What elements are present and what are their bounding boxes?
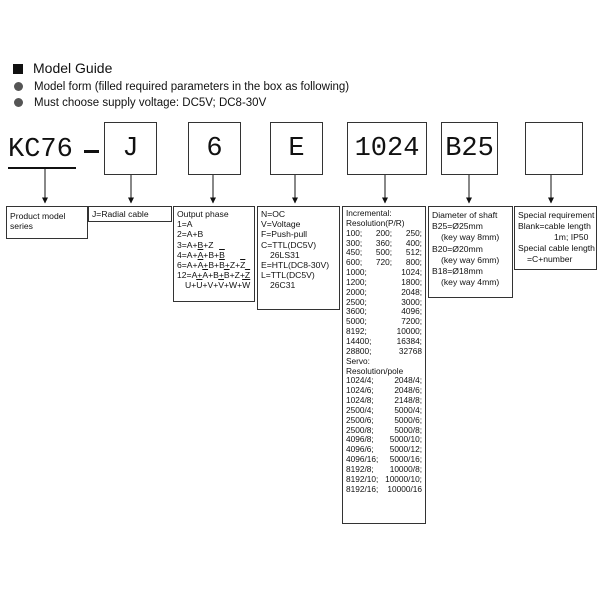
resolution-value: 10000/16 [387,483,422,494]
resolution-value: 2500/4; [346,404,374,415]
resolution-value: 5000/16; [389,454,422,465]
resolution-value: 28800; [346,345,372,356]
product-series-box [6,206,88,239]
phase-line: $6=A+\overline{A}+B+\overline{B}+Z+\overline{Z}$ [177,260,246,271]
resolution-value: 10000/8; [389,463,422,474]
resolution-value: 3600; [346,306,367,317]
resolution-value: 2500/6; [346,414,374,425]
resolution-value: 200; [375,227,393,238]
resolution-value: 2048/6; [394,385,422,396]
servo-heading: Servo: [346,355,370,366]
box-line: series [10,221,33,232]
box-line: Special requirement [518,210,595,220]
box-line: (key way 6mm) [441,254,500,265]
resolution-heading: Incremental: [346,208,392,218]
resolution-value: 1800; [401,276,422,287]
box-line: 26LS31 [270,249,300,260]
resolution-value: 2148/8; [394,395,422,406]
resolution-value: 1000; [346,267,367,278]
box-line: L=TTL(DC5V) [261,270,315,281]
resolution-value: 2048/4; [394,375,422,386]
resolution-value: 4096/6; [346,444,374,455]
box-line: (key way 4mm) [441,277,500,288]
page-title: Model Guide [33,60,113,76]
resolution-value: 800; [405,257,422,268]
resolution-value: 360; [375,237,393,248]
resolution-value: 1200; [346,276,367,287]
resolution-heading: Resolution(P/R) [346,217,405,228]
resolution-value: 4096/16; [346,454,379,465]
code-value: E [288,133,305,164]
resolution-value: 100; [346,227,363,238]
phase-line: $U+\overline{U}+V+\overline{V}+W+\overline{W}$ [185,280,251,291]
resolution-box [342,206,426,524]
phase-line: 3=A+B+Z [177,239,214,250]
resolution-value: 2048; [401,286,422,297]
model-prefix: KC76 [8,135,73,165]
resolution-value: 5000/4; [394,404,422,415]
box-line: 1m; IP50 [554,232,589,242]
box-line: B25=Ø25mm [432,221,483,232]
box-line: F=Push-pull [261,229,308,240]
resolution-value: 5000/8; [394,424,422,435]
special-requirement-box [514,206,597,270]
resolution-rows-3col [346,229,422,268]
phase-title: Output phase [177,209,229,219]
resolution-value: 720; [375,257,393,268]
resolution-value: 5000/6; [394,414,422,425]
box-line: J=Radial cable [92,209,149,219]
output-type-box [257,206,340,310]
phase-line: $4=A+\overline{A}+B+\overline{B}$ [177,249,225,260]
resolution-value: 2500/8; [346,424,374,435]
resolution-rows-2col [346,268,422,357]
resolution-value: 1024/8; [346,395,374,406]
cable-box [88,206,172,222]
resolution-value: 512; [405,247,422,258]
servo-rows [346,376,422,494]
resolution-value: 4096; [401,306,422,317]
resolution-value: 8192/16; [346,483,379,494]
box-line: N=OC [261,209,286,219]
resolution-value: 4096/8; [346,434,374,445]
code-value: J [122,133,139,164]
box-line: Special cable length [518,243,595,253]
box-line: B18=Ø18mm [432,266,483,277]
output-phase-box [173,206,255,302]
code-value: 6 [206,133,223,164]
resolution-value: 14400; [346,335,372,346]
resolution-value: 3000; [401,296,422,307]
resolution-value: 8192; [346,326,367,337]
resolution-value: 500; [375,247,393,258]
box-line: B20=Ø20mm [432,243,483,254]
resolution-row [346,485,422,495]
box-line: (key way 8mm) [441,232,500,243]
resolution-value: 2000; [346,286,367,297]
code-value: B25 [445,133,494,164]
resolution-value: 400; [405,237,422,248]
resolution-value: 5000/10; [389,434,422,445]
bullet-text: Must choose supply voltage: DC5V; DC8-30V [34,97,267,109]
resolution-value: 32768 [398,345,422,356]
resolution-value: 250; [405,227,422,238]
resolution-value: 8192/8; [346,463,374,474]
code-value: 1024 [354,133,420,164]
bullet-text: Model form (filled required parameters in the box as following) [34,81,350,93]
shaft-diameter-box [428,206,513,298]
box-line: Product model [10,211,66,221]
resolution-value: 8192/10; [346,473,379,484]
box-line: 26C31 [270,280,296,291]
resolution-value: 1024; [401,267,422,278]
servo-heading: Resolution/pole [346,365,404,376]
box-line: V=Voltage [261,219,301,230]
box-line: =C+number [527,254,573,264]
resolution-value: 10000; [396,326,422,337]
box-line: C=TTL(DC5V) [261,239,317,250]
resolution-value: 16384; [396,335,422,346]
resolution-value: 600; [346,257,363,268]
resolution-value: 5000; [346,316,367,327]
resolution-value: 1024/4; [346,375,374,386]
resolution-value: 2500; [346,296,367,307]
resolution-value: 1024/6; [346,385,374,396]
resolution-value: 450; [346,247,363,258]
box-line: Blank=cable length [518,221,591,231]
resolution-value: 7200; [401,316,422,327]
phase-line: 2=A+B [177,229,204,240]
resolution-value: 300; [346,237,363,248]
resolution-value: 5000/12; [389,444,422,455]
phase-line: $12=A+\overline{A}+B+\overline{B}+Z+\overline{Z}$ [177,270,251,281]
resolution-value: 10000/10; [385,473,422,484]
phase-line: 1=A [177,219,193,230]
box-line: E=HTL(DC8-30V) [261,260,330,271]
box-line: Diameter of shaft [432,210,498,220]
